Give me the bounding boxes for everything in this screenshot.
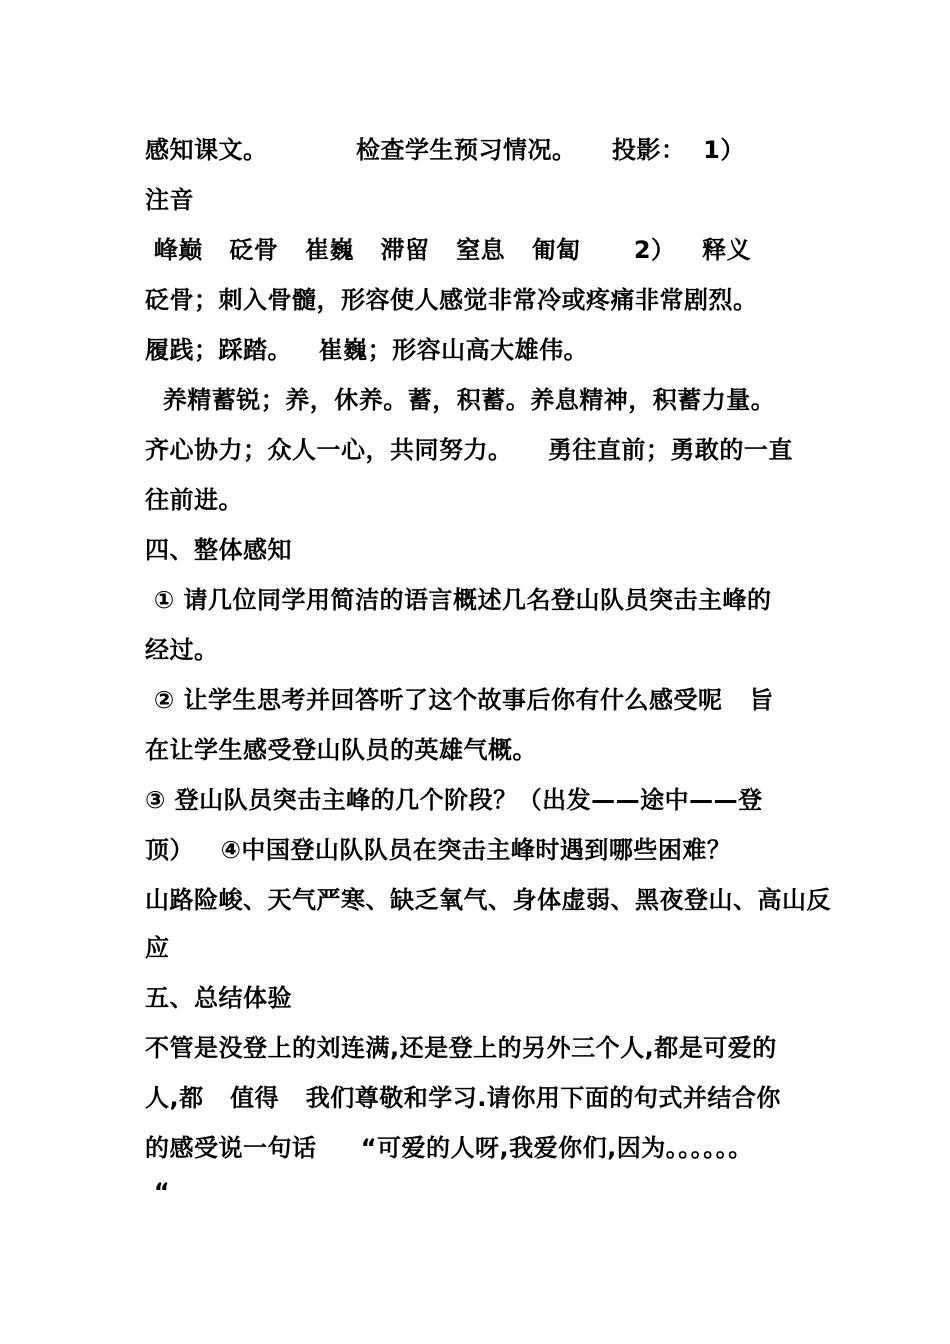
text-line: 注音 (145, 186, 194, 214)
text-line: 人,都 值得 我们尊敬和学习.请你用下面的句式并结合你 (145, 1084, 781, 1112)
text-line: 经过。 (145, 636, 219, 664)
text-line: 砭骨；刺入骨髓，形容使人感觉非常冷或疼痛非常剧烈。 (145, 286, 758, 314)
text-line: 顶） ④中国登山队队员在突击主峰时遇到哪些困难？ (145, 836, 732, 864)
text-line: 应 (145, 934, 170, 962)
text-line: 峰巅 砭骨 崔巍 滞留 窒息 匍匐 2） 释义 (145, 236, 752, 264)
section-heading: 四、整体感知 (145, 536, 292, 564)
text-line: 感知课文。 检查学生预习情况。 投影： 1） (145, 136, 745, 164)
text-line: 履践；踩踏。 崔巍；形容山高大雄伟。 (145, 336, 589, 364)
section-heading: 五、总结体验 (145, 984, 292, 1012)
text-line: ② 让学生思考并回答听了这个故事后你有什么感受呢 旨 (145, 686, 774, 714)
text-line: 在让学生感受登山队员的英雄气概。 (145, 736, 537, 764)
text-line: 往前进。 (145, 486, 243, 514)
text-line: 不管是没登上的刘连满,还是登上的另外三个人,都是可爱的 (145, 1034, 777, 1062)
text-line: “ (145, 1178, 171, 1206)
text-line: 的感受说一句话 “可爱的人呀,我爱你们,因为。。。。。。 (145, 1134, 753, 1162)
text-line: 齐心协力；众人一心，共同努力。 勇往直前；勇敢的一直 (145, 436, 793, 464)
text-line: ① 请几位同学用简洁的语言概述几名登山队员突击主峰的 (145, 586, 772, 614)
text-line: 养精蓄锐；养，休养。蓄，积蓄。养息精神，积蓄力量。 (145, 386, 776, 414)
text-line: ③ 登山队员突击主峰的几个阶段？（出发——途中——登 (145, 786, 763, 814)
text-line: 山路险峻、天气严寒、缺乏氧气、身体虚弱、黑夜登山、高山反 (145, 886, 831, 914)
